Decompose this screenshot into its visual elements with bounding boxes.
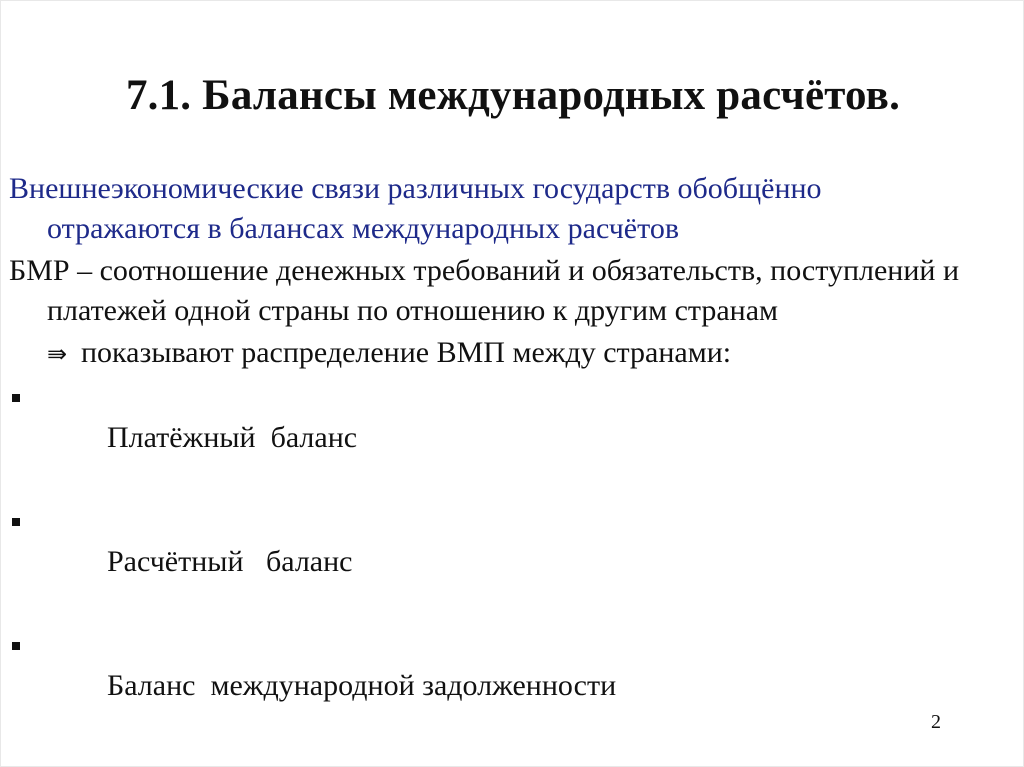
balance-types-list [9,378,1009,746]
definition-paragraph: БМР – соотношение денежных требований и обязательств, поступлений и платежей одной страны по отношению к другим странам [9,254,960,327]
intro-line-2: отражаются в балансах международных расчётов [47,212,679,245]
slide-title: 7.1. Балансы международных расчётов. [125,72,901,119]
implies-line [9,333,1009,374]
intro-paragraph [9,169,1009,249]
implies-text: показывают распределение ВМП между странами: [81,336,732,369]
slide-body [9,169,1009,750]
intro-line-1: Внешнеэкономические связи различных государств обобщённо [9,172,822,205]
list-item [9,378,1009,498]
list-item-label: Баланс международной задолженности [107,669,617,702]
square-bullet-icon [12,394,20,402]
square-bullet-icon [12,642,20,650]
implies-arrow-icon: ⇛ [47,340,68,368]
square-bullet-icon [12,518,20,526]
list-item-label: Платёжный баланс [107,421,358,454]
list-item [9,502,1009,622]
page-number: 2 [931,711,941,733]
list-item-label: Расчётный баланс [107,545,353,578]
list-item [9,626,1009,746]
